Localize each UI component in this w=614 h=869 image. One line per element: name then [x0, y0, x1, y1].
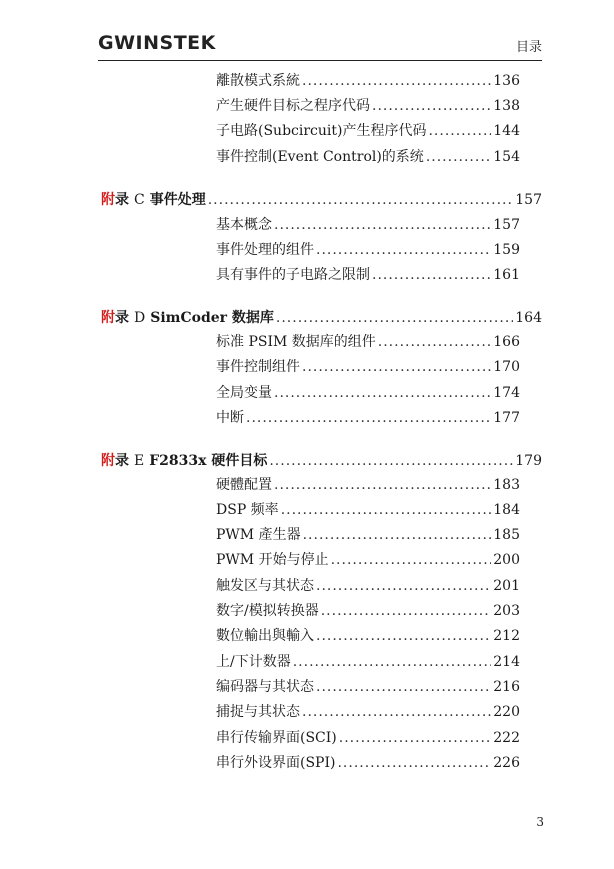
appendix-heading-e[interactable]	[101, 452, 542, 470]
toc-entry[interactable]	[216, 577, 520, 595]
toc-entry[interactable]	[216, 754, 520, 772]
toc-entry-page: 170	[493, 359, 520, 375]
toc-entry[interactable]	[216, 729, 520, 747]
page-number: 3	[536, 815, 544, 829]
toc-entry-title: 数字/模拟转换器	[216, 603, 319, 619]
toc-entry[interactable]	[216, 703, 520, 721]
toc-entry[interactable]	[216, 409, 520, 427]
dot-leader	[269, 452, 513, 470]
toc-entry-title: 串行外设界面(SPI)	[216, 755, 336, 771]
toc-entry-title: 捕捉与其状态	[216, 704, 300, 720]
toc-entry-page: 174	[493, 385, 520, 401]
toc-entry-title: PWM 產生器	[216, 527, 301, 543]
appendix-title: F2833x 硬件目标	[149, 453, 268, 469]
appendix-letter: D	[134, 310, 146, 326]
toc-entry-page: 220	[493, 704, 520, 720]
appendix-letter: E	[134, 453, 145, 469]
appendix-title: 事件处理	[149, 192, 206, 208]
dot-leader	[274, 476, 491, 494]
toc-entry-title: 中断	[216, 410, 244, 426]
toc-entry[interactable]	[216, 384, 520, 402]
dot-leader	[281, 501, 492, 519]
toc-entry-title: 标准 PSIM 数据库的组件	[216, 334, 376, 350]
toc-entry-page: 177	[493, 410, 520, 426]
appendix-prefix: 附	[101, 453, 115, 469]
dot-leader	[276, 309, 513, 327]
toc-entry[interactable]	[216, 97, 520, 115]
toc-entry[interactable]	[216, 476, 520, 494]
toc-entry-page: 200	[493, 552, 520, 568]
toc-entry[interactable]	[216, 678, 520, 696]
brand-logo: GWINSTEK	[98, 32, 216, 54]
dot-leader	[426, 148, 491, 166]
dot-leader	[331, 551, 492, 569]
dot-leader	[316, 577, 491, 595]
toc-entry[interactable]	[216, 358, 520, 376]
dot-leader	[274, 216, 491, 234]
dot-leader	[372, 266, 491, 284]
appendix-word: 录	[115, 310, 129, 326]
appendix-letter: C	[134, 192, 145, 208]
toc-entry-page: 216	[493, 679, 520, 695]
toc-entry-page: 138	[493, 98, 520, 114]
appendix-prefix: 附	[101, 310, 115, 326]
appendix-page: 179	[515, 453, 542, 469]
toc-entry-page: 157	[493, 217, 520, 233]
appendix-heading-d[interactable]	[101, 309, 542, 327]
toc-entry-page: 136	[493, 73, 520, 89]
toc-entry-page: 201	[493, 578, 520, 594]
dot-leader	[428, 122, 491, 140]
toc-entry-title: 硬體配置	[216, 477, 272, 493]
dot-leader	[302, 358, 491, 376]
toc-entry-title: 全局变量	[216, 385, 272, 401]
toc-entry-page: 184	[493, 502, 520, 518]
dot-leader	[302, 72, 491, 90]
dot-leader	[302, 703, 491, 721]
toc-entry-title: 事件控制(Event Control)的系统	[216, 149, 424, 165]
toc-entry-page: 226	[493, 755, 520, 771]
dot-leader	[316, 678, 491, 696]
appendix-prefix: 附	[101, 192, 115, 208]
toc-entry[interactable]	[216, 526, 520, 544]
dot-leader	[274, 384, 491, 402]
toc-entry[interactable]	[216, 501, 520, 519]
appendix-page: 157	[515, 192, 542, 208]
toc-entry-title: 串行传输界面(SCI)	[216, 730, 337, 746]
toc-entry-title: 數位輸出與輸入	[216, 628, 314, 644]
toc-entry[interactable]	[216, 551, 520, 569]
toc-entry[interactable]	[216, 602, 520, 620]
toc-entry-title: 产生硬件目标之程序代码	[216, 98, 370, 114]
header-title: 目录	[515, 40, 542, 55]
toc-entry[interactable]	[216, 148, 520, 166]
toc-entry-page: 161	[493, 267, 520, 283]
toc-entry[interactable]	[216, 333, 520, 351]
toc-entry-page: 222	[493, 730, 520, 746]
dot-leader	[339, 729, 492, 747]
dot-leader	[316, 241, 491, 259]
dot-leader	[208, 191, 514, 209]
toc-entry-page: 214	[493, 654, 520, 670]
appendix-title: SimCoder 数据库	[150, 310, 274, 326]
toc-entry-title: PWM 开始与停止	[216, 552, 329, 568]
appendix-heading-c[interactable]	[101, 191, 542, 209]
toc-entry-title: 上/下计数器	[216, 654, 291, 670]
toc-entry-title: 事件处理的组件	[216, 242, 314, 258]
dot-leader	[246, 409, 491, 427]
dot-leader	[293, 653, 492, 671]
toc-entry-page: 203	[493, 603, 520, 619]
toc-entry-page: 154	[493, 149, 520, 165]
toc-entry-title: 離散模式系統	[216, 73, 300, 89]
appendix-word: 录	[115, 192, 129, 208]
toc-entry-page: 183	[493, 477, 520, 493]
toc-entry-title: 具有事件的子电路之限制	[216, 267, 370, 283]
dot-leader	[372, 97, 491, 115]
toc-entry[interactable]	[216, 266, 520, 284]
toc-entry-title: 触发区与其状态	[216, 578, 314, 594]
toc-entry[interactable]	[216, 627, 520, 645]
toc-entry[interactable]	[216, 216, 520, 234]
header-divider	[98, 60, 542, 61]
toc-entry[interactable]	[216, 653, 520, 671]
toc-entry-title: 事件控制组件	[216, 359, 300, 375]
appendix-page: 164	[515, 310, 542, 326]
dot-leader	[321, 602, 492, 620]
toc-entry[interactable]	[216, 122, 520, 140]
toc-entry-page: 185	[493, 527, 520, 543]
toc-entry-title: DSP 频率	[216, 502, 279, 518]
toc-entry-title: 编码器与其状态	[216, 679, 314, 695]
toc-entry[interactable]	[216, 241, 520, 259]
dot-leader	[337, 754, 491, 772]
dot-leader	[378, 333, 491, 351]
toc-entry-title: 基本概念	[216, 217, 272, 233]
appendix-word: 录	[115, 453, 129, 469]
toc-entry-title: 子电路(Subcircuit)产生程序代码	[216, 123, 427, 139]
toc-entry-page: 159	[493, 242, 520, 258]
dot-leader	[303, 526, 492, 544]
dot-leader	[316, 627, 491, 645]
toc-entry[interactable]	[216, 72, 520, 90]
toc-entry-page: 212	[493, 628, 520, 644]
toc-entry-page: 166	[493, 334, 520, 350]
toc-entry-page: 144	[493, 123, 520, 139]
